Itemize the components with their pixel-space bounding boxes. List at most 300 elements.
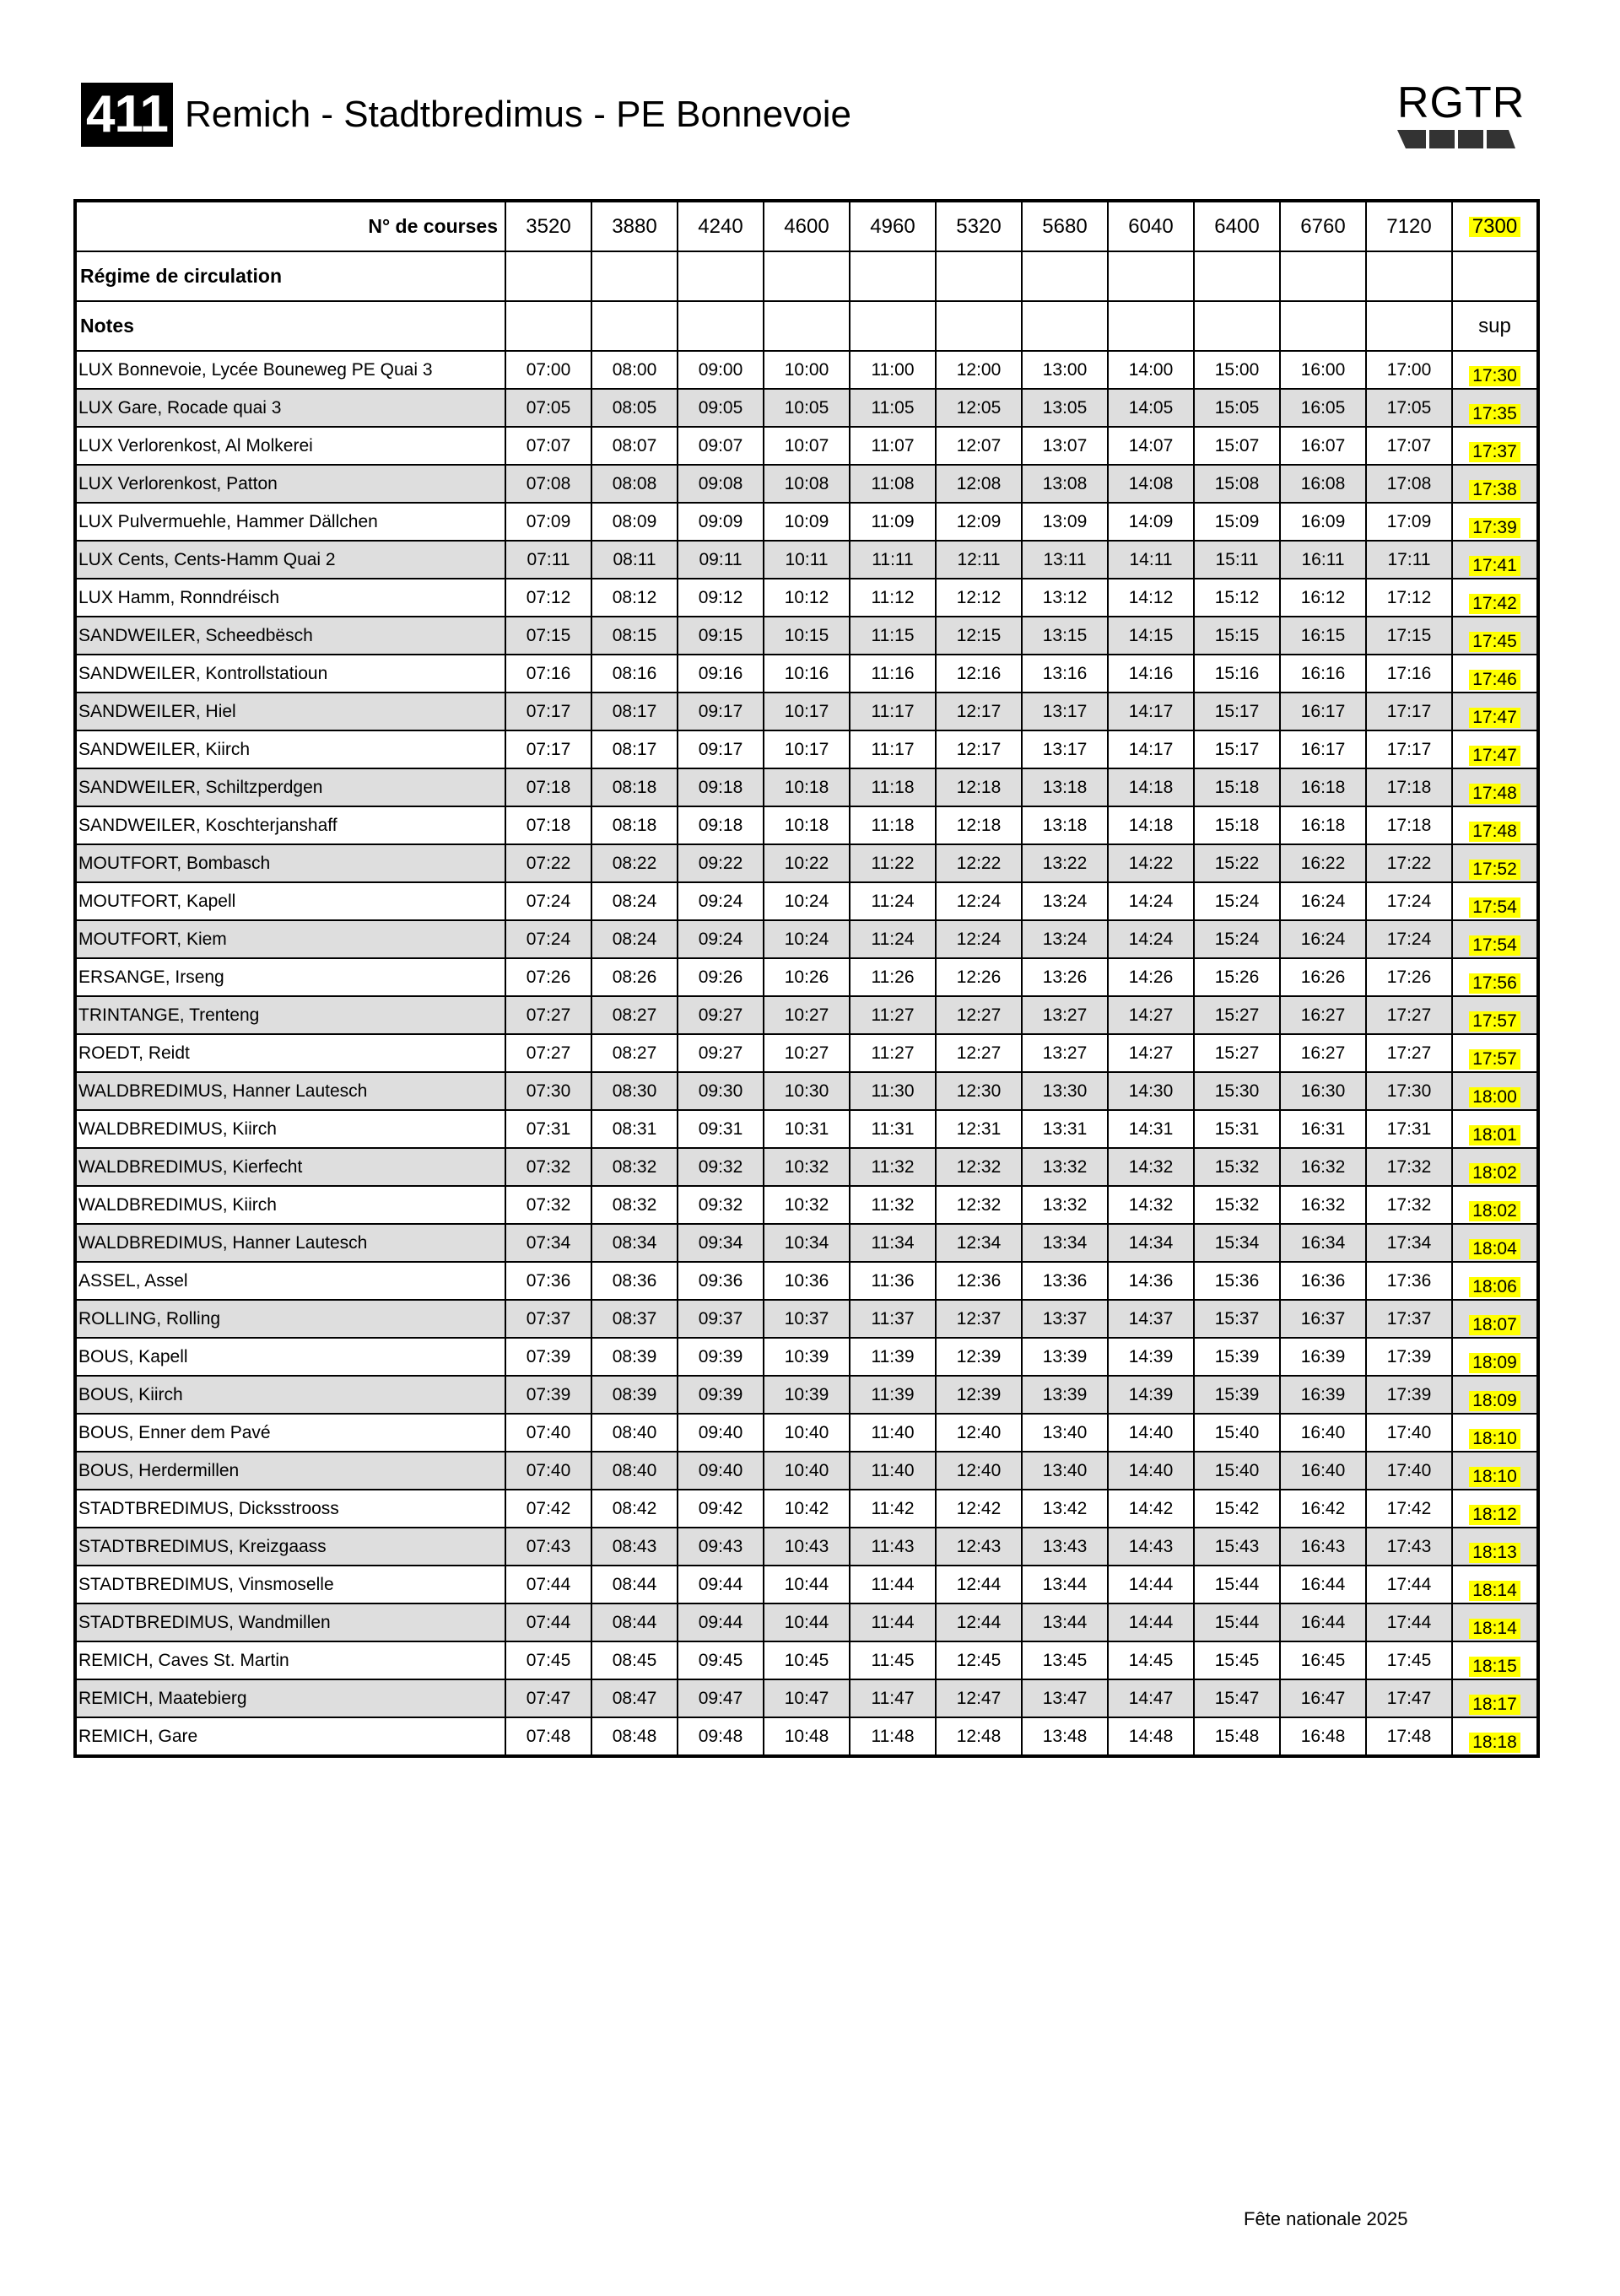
departure-time-cell: 11:32 <box>850 1148 936 1186</box>
note-cell: sup <box>1452 301 1538 351</box>
departure-time-cell: 12:18 <box>936 806 1022 844</box>
departure-time-cell: 07:15 <box>505 617 591 655</box>
departure-time-cell: 13:12 <box>1022 579 1108 617</box>
departure-time-cell: 16:36 <box>1280 1262 1366 1300</box>
departure-time-cell: 15:24 <box>1194 920 1280 958</box>
highlighted-departure-time: 17:45 <box>1469 632 1520 652</box>
departure-time-cell: 14:22 <box>1108 844 1194 882</box>
departure-time-cell: 13:48 <box>1022 1717 1108 1756</box>
stop-row <box>75 844 1538 882</box>
departure-time-cell: 08:31 <box>591 1110 678 1148</box>
departure-time-cell: 08:44 <box>591 1603 678 1641</box>
highlighted-departure-time: 18:12 <box>1469 1505 1520 1525</box>
departure-time-cell: 14:11 <box>1108 541 1194 579</box>
stop-name: LUX Hamm, Ronndréisch <box>75 579 505 617</box>
departure-time-cell: 09:17 <box>678 693 764 730</box>
regime-row <box>75 251 1538 301</box>
departure-time-cell: 12:31 <box>936 1110 1022 1148</box>
departure-time-cell: 11:39 <box>850 1376 936 1414</box>
departure-time-cell <box>1452 1641 1538 1679</box>
departure-time-cell: 17:37 <box>1366 1300 1452 1338</box>
departure-time-cell: 10:32 <box>764 1186 850 1224</box>
departure-time-cell: 12:09 <box>936 503 1022 541</box>
course-number-cell: 6760 <box>1280 201 1366 251</box>
departure-time-cell: 14:48 <box>1108 1717 1194 1756</box>
departure-time-cell <box>1452 389 1538 427</box>
departure-time-cell <box>1452 1528 1538 1566</box>
departure-time-cell: 08:43 <box>591 1528 678 1566</box>
departure-time-cell: 10:12 <box>764 579 850 617</box>
departure-time-cell: 16:00 <box>1280 351 1366 389</box>
departure-time-cell: 17:07 <box>1366 427 1452 465</box>
departure-time-cell: 14:24 <box>1108 920 1194 958</box>
departure-time-cell: 13:45 <box>1022 1641 1108 1679</box>
departure-time-cell: 09:39 <box>678 1338 764 1376</box>
departure-time-cell: 09:31 <box>678 1110 764 1148</box>
departure-time-cell: 08:18 <box>591 768 678 806</box>
stop-name: WALDBREDIMUS, Kierfecht <box>75 1148 505 1186</box>
departure-time-cell: 17:48 <box>1366 1717 1452 1756</box>
departure-time-cell: 14:36 <box>1108 1262 1194 1300</box>
highlighted-departure-time: 18:14 <box>1469 1581 1520 1601</box>
departure-time-cell: 13:18 <box>1022 768 1108 806</box>
departure-time-cell <box>1452 1717 1538 1756</box>
departure-time-cell: 16:15 <box>1280 617 1366 655</box>
departure-time-cell <box>1452 768 1538 806</box>
departure-time-cell: 10:31 <box>764 1110 850 1148</box>
departure-time-cell: 08:48 <box>591 1717 678 1756</box>
departure-time-cell <box>1452 1034 1538 1072</box>
departure-time-cell: 15:37 <box>1194 1300 1280 1338</box>
departure-time-cell: 14:44 <box>1108 1566 1194 1603</box>
departure-time-cell: 07:40 <box>505 1452 591 1490</box>
departure-time-cell <box>1452 693 1538 730</box>
stop-name: BOUS, Enner dem Pavé <box>75 1414 505 1452</box>
course-number-cell: 5320 <box>936 201 1022 251</box>
departure-time-cell: 11:16 <box>850 655 936 693</box>
departure-time-cell: 09:24 <box>678 920 764 958</box>
departure-time-cell: 16:44 <box>1280 1566 1366 1603</box>
departure-time-cell: 17:15 <box>1366 617 1452 655</box>
departure-time-cell: 12:24 <box>936 920 1022 958</box>
departure-time-cell: 08:08 <box>591 465 678 503</box>
highlighted-departure-time: 18:14 <box>1469 1619 1520 1639</box>
stop-row <box>75 1338 1538 1376</box>
departure-time-cell: 12:34 <box>936 1224 1022 1262</box>
departure-time-cell: 12:05 <box>936 389 1022 427</box>
departure-time-cell: 17:36 <box>1366 1262 1452 1300</box>
departure-time-cell: 15:32 <box>1194 1148 1280 1186</box>
departure-time-cell: 17:05 <box>1366 389 1452 427</box>
departure-time-cell: 14:12 <box>1108 579 1194 617</box>
departure-time-cell: 07:22 <box>505 844 591 882</box>
highlighted-departure-time: 17:48 <box>1469 784 1520 804</box>
departure-time-cell: 16:27 <box>1280 996 1366 1034</box>
departure-time-cell: 12:37 <box>936 1300 1022 1338</box>
departure-time-cell: 14:30 <box>1108 1072 1194 1110</box>
departure-time-cell: 12:08 <box>936 465 1022 503</box>
departure-time-cell: 16:44 <box>1280 1603 1366 1641</box>
departure-time-cell <box>1452 1186 1538 1224</box>
departure-time-cell: 10:22 <box>764 844 850 882</box>
departure-time-cell: 16:32 <box>1280 1186 1366 1224</box>
departure-time-cell: 12:12 <box>936 579 1022 617</box>
highlighted-departure-time: 18:09 <box>1469 1353 1520 1373</box>
departure-time-cell: 10:36 <box>764 1262 850 1300</box>
stop-row <box>75 1376 1538 1414</box>
stop-name: SANDWEILER, Schiltzperdgen <box>75 768 505 806</box>
stop-row <box>75 1148 1538 1186</box>
regime-cell <box>678 251 764 301</box>
departure-time-cell: 14:45 <box>1108 1641 1194 1679</box>
departure-time-cell: 12:32 <box>936 1148 1022 1186</box>
departure-time-cell: 13:15 <box>1022 617 1108 655</box>
highlighted-departure-time: 17:57 <box>1469 1011 1520 1032</box>
departure-time-cell: 12:44 <box>936 1566 1022 1603</box>
departure-time-cell: 15:16 <box>1194 655 1280 693</box>
stop-row <box>75 768 1538 806</box>
departure-time-cell: 08:26 <box>591 958 678 996</box>
departure-time-cell: 15:17 <box>1194 693 1280 730</box>
departure-time-cell <box>1452 844 1538 882</box>
departure-time-cell: 15:27 <box>1194 1034 1280 1072</box>
departure-time-cell: 14:00 <box>1108 351 1194 389</box>
highlighted-departure-time: 17:47 <box>1469 746 1520 766</box>
logo-bar-icon <box>1397 130 1515 148</box>
departure-time-cell: 13:32 <box>1022 1148 1108 1186</box>
departure-time-cell: 16:09 <box>1280 503 1366 541</box>
departure-time-cell: 13:27 <box>1022 1034 1108 1072</box>
departure-time-cell <box>1452 996 1538 1034</box>
stop-name: LUX Cents, Cents-Hamm Quai 2 <box>75 541 505 579</box>
departure-time-cell: 07:17 <box>505 730 591 768</box>
departure-time-cell: 10:24 <box>764 882 850 920</box>
departure-time-cell: 12:45 <box>936 1641 1022 1679</box>
departure-time-cell: 14:27 <box>1108 1034 1194 1072</box>
stop-row <box>75 1566 1538 1603</box>
departure-time-cell: 12:22 <box>936 844 1022 882</box>
departure-time-cell: 08:40 <box>591 1452 678 1490</box>
departure-time-cell: 16:27 <box>1280 1034 1366 1072</box>
departure-time-cell: 08:34 <box>591 1224 678 1262</box>
departure-time-cell: 07:18 <box>505 768 591 806</box>
course-number-cell: 4240 <box>678 201 764 251</box>
departure-time-cell: 13:24 <box>1022 882 1108 920</box>
departure-time-cell: 14:32 <box>1108 1148 1194 1186</box>
departure-time-cell: 13:05 <box>1022 389 1108 427</box>
stop-row <box>75 996 1538 1034</box>
departure-time-cell: 11:26 <box>850 958 936 996</box>
regime-cell <box>591 251 678 301</box>
highlighted-departure-time: 17:46 <box>1469 670 1520 690</box>
departure-time-cell: 11:24 <box>850 920 936 958</box>
departure-time-cell: 16:07 <box>1280 427 1366 465</box>
departure-time-cell: 13:31 <box>1022 1110 1108 1148</box>
departure-time-cell: 10:37 <box>764 1300 850 1338</box>
departure-time-cell: 10:40 <box>764 1414 850 1452</box>
departure-time-cell: 12:27 <box>936 1034 1022 1072</box>
departure-time-cell: 11:36 <box>850 1262 936 1300</box>
stop-row <box>75 882 1538 920</box>
course-number-cell <box>1452 201 1538 251</box>
departure-time-cell: 08:24 <box>591 920 678 958</box>
departure-time-cell: 11:00 <box>850 351 936 389</box>
departure-time-cell: 07:31 <box>505 1110 591 1148</box>
departure-time-cell: 07:24 <box>505 920 591 958</box>
departure-time-cell: 16:47 <box>1280 1679 1366 1717</box>
departure-time-cell: 14:37 <box>1108 1300 1194 1338</box>
departure-time-cell: 09:39 <box>678 1376 764 1414</box>
departure-time-cell: 09:48 <box>678 1717 764 1756</box>
stop-row <box>75 1717 1538 1756</box>
departure-time-cell: 11:47 <box>850 1679 936 1717</box>
departure-time-cell: 12:36 <box>936 1262 1022 1300</box>
highlighted-departure-time: 17:30 <box>1469 366 1520 386</box>
departure-time-cell: 11:40 <box>850 1452 936 1490</box>
departure-time-cell <box>1452 503 1538 541</box>
departure-time-cell: 10:45 <box>764 1641 850 1679</box>
departure-time-cell: 09:44 <box>678 1603 764 1641</box>
highlighted-departure-time: 18:02 <box>1469 1201 1520 1221</box>
departure-time-cell: 17:32 <box>1366 1148 1452 1186</box>
highlighted-departure-time: 18:02 <box>1469 1163 1520 1183</box>
stop-row <box>75 351 1538 389</box>
departure-time-cell: 13:09 <box>1022 503 1108 541</box>
departure-time-cell: 13:07 <box>1022 427 1108 465</box>
departure-time-cell: 15:26 <box>1194 958 1280 996</box>
page-header <box>81 81 851 148</box>
departure-time-cell: 13:11 <box>1022 541 1108 579</box>
stop-row <box>75 1224 1538 1262</box>
regime-cell <box>1194 251 1280 301</box>
departure-time-cell: 11:43 <box>850 1528 936 1566</box>
departure-time-cell: 13:17 <box>1022 693 1108 730</box>
departure-time-cell: 16:22 <box>1280 844 1366 882</box>
departure-time-cell: 15:40 <box>1194 1414 1280 1452</box>
departure-time-cell: 10:47 <box>764 1679 850 1717</box>
departure-time-cell: 07:34 <box>505 1224 591 1262</box>
departure-time-cell: 10:32 <box>764 1148 850 1186</box>
departure-time-cell: 10:11 <box>764 541 850 579</box>
stop-row <box>75 1414 1538 1452</box>
departure-time-cell: 14:34 <box>1108 1224 1194 1262</box>
departure-time-cell: 15:31 <box>1194 1110 1280 1148</box>
departure-time-cell: 07:37 <box>505 1300 591 1338</box>
regime-cell <box>1366 251 1452 301</box>
departure-time-cell: 09:40 <box>678 1452 764 1490</box>
departure-time-cell: 07:47 <box>505 1679 591 1717</box>
departure-time-cell: 15:39 <box>1194 1376 1280 1414</box>
departure-time-cell: 17:17 <box>1366 730 1452 768</box>
departure-time-cell: 07:44 <box>505 1603 591 1641</box>
stop-name: WALDBREDIMUS, Hanner Lautesch <box>75 1224 505 1262</box>
departure-time-cell: 10:39 <box>764 1338 850 1376</box>
departure-time-cell: 14:26 <box>1108 958 1194 996</box>
departure-time-cell: 15:45 <box>1194 1641 1280 1679</box>
footer-note: Fête nationale 2025 <box>1244 2208 1408 2229</box>
departure-time-cell: 07:42 <box>505 1490 591 1528</box>
departure-time-cell: 11:45 <box>850 1641 936 1679</box>
notes-label: Notes <box>75 301 505 351</box>
stop-name: MOUTFORT, Bombasch <box>75 844 505 882</box>
departure-time-cell: 08:27 <box>591 996 678 1034</box>
notes-row <box>75 301 1538 351</box>
departure-time-cell: 14:05 <box>1108 389 1194 427</box>
departure-time-cell: 12:43 <box>936 1528 1022 1566</box>
page-title: Remich - Stadtbredimus - PE Bonnevoie <box>185 94 851 135</box>
departure-time-cell: 10:27 <box>764 996 850 1034</box>
departure-time-cell: 10:18 <box>764 806 850 844</box>
departure-time-cell: 09:27 <box>678 996 764 1034</box>
departure-time-cell: 13:40 <box>1022 1414 1108 1452</box>
departure-time-cell: 15:30 <box>1194 1072 1280 1110</box>
departure-time-cell: 17:22 <box>1366 844 1452 882</box>
departure-time-cell: 07:17 <box>505 693 591 730</box>
departure-time-cell: 14:17 <box>1108 693 1194 730</box>
departure-time-cell: 12:48 <box>936 1717 1022 1756</box>
departure-time-cell: 10:18 <box>764 768 850 806</box>
highlighted-departure-time: 18:15 <box>1469 1657 1520 1677</box>
departure-time-cell <box>1452 351 1538 389</box>
departure-time-cell: 16:40 <box>1280 1452 1366 1490</box>
departure-time-cell: 12:30 <box>936 1072 1022 1110</box>
departure-time-cell: 12:07 <box>936 427 1022 465</box>
departure-time-cell: 11:34 <box>850 1224 936 1262</box>
departure-time-cell: 17:00 <box>1366 351 1452 389</box>
highlighted-departure-time: 17:48 <box>1469 822 1520 842</box>
stop-row <box>75 730 1538 768</box>
stop-row <box>75 1490 1538 1528</box>
stop-name: STADTBREDIMUS, Wandmillen <box>75 1603 505 1641</box>
departure-time-cell: 09:22 <box>678 844 764 882</box>
departure-time-cell: 14:15 <box>1108 617 1194 655</box>
departure-time-cell <box>1452 1603 1538 1641</box>
note-cell <box>764 301 850 351</box>
departure-time-cell: 10:34 <box>764 1224 850 1262</box>
departure-time-cell: 15:42 <box>1194 1490 1280 1528</box>
departure-time-cell: 11:22 <box>850 844 936 882</box>
highlighted-departure-time: 17:39 <box>1469 518 1520 538</box>
departure-time-cell <box>1452 1338 1538 1376</box>
stop-name: MOUTFORT, Kiem <box>75 920 505 958</box>
departure-time-cell: 12:17 <box>936 693 1022 730</box>
departure-time-cell: 16:45 <box>1280 1641 1366 1679</box>
departure-time-cell: 14:24 <box>1108 882 1194 920</box>
departure-time-cell: 09:12 <box>678 579 764 617</box>
departure-time-cell: 15:15 <box>1194 617 1280 655</box>
departure-time-cell: 15:05 <box>1194 389 1280 427</box>
departure-time-cell: 16:30 <box>1280 1072 1366 1110</box>
departure-time-cell: 13:37 <box>1022 1300 1108 1338</box>
stop-row <box>75 503 1538 541</box>
departure-time-cell: 07:05 <box>505 389 591 427</box>
stop-name: BOUS, Kiirch <box>75 1376 505 1414</box>
departure-time-cell: 08:16 <box>591 655 678 693</box>
stop-row <box>75 427 1538 465</box>
departure-time-cell: 16:40 <box>1280 1414 1366 1452</box>
departure-time-cell: 12:47 <box>936 1679 1022 1717</box>
departure-time-cell: 15:34 <box>1194 1224 1280 1262</box>
highlighted-departure-time: 18:10 <box>1469 1467 1520 1487</box>
stop-name: SANDWEILER, Kontrollstatioun <box>75 655 505 693</box>
stop-name: STADTBREDIMUS, Kreizgaass <box>75 1528 505 1566</box>
departure-time-cell: 13:40 <box>1022 1452 1108 1490</box>
departure-time-cell: 17:27 <box>1366 1034 1452 1072</box>
departure-time-cell: 16:18 <box>1280 768 1366 806</box>
departure-time-cell: 10:39 <box>764 1376 850 1414</box>
departure-time-cell: 07:40 <box>505 1414 591 1452</box>
departure-time-cell: 12:39 <box>936 1338 1022 1376</box>
departure-time-cell: 08:32 <box>591 1186 678 1224</box>
departure-time-cell: 08:07 <box>591 427 678 465</box>
note-cell <box>591 301 678 351</box>
stop-row <box>75 465 1538 503</box>
stop-row <box>75 1603 1538 1641</box>
departure-time-cell: 09:07 <box>678 427 764 465</box>
departure-time-cell: 16:34 <box>1280 1224 1366 1262</box>
departure-time-cell: 07:36 <box>505 1262 591 1300</box>
departure-time-cell: 09:47 <box>678 1679 764 1717</box>
departure-time-cell: 10:40 <box>764 1452 850 1490</box>
departure-time-cell: 17:39 <box>1366 1338 1452 1376</box>
departure-time-cell: 16:42 <box>1280 1490 1366 1528</box>
departure-time-cell: 08:30 <box>591 1072 678 1110</box>
departure-time-cell: 10:44 <box>764 1603 850 1641</box>
stop-name: LUX Verlorenkost, Patton <box>75 465 505 503</box>
departure-time-cell: 07:07 <box>505 427 591 465</box>
departure-time-cell: 07:08 <box>505 465 591 503</box>
highlighted-departure-time: 18:06 <box>1469 1277 1520 1297</box>
departure-time-cell: 13:47 <box>1022 1679 1108 1717</box>
departure-time-cell: 15:17 <box>1194 730 1280 768</box>
departure-time-cell: 12:18 <box>936 768 1022 806</box>
departure-time-cell: 15:48 <box>1194 1717 1280 1756</box>
departure-time-cell: 15:47 <box>1194 1679 1280 1717</box>
stop-row <box>75 1186 1538 1224</box>
departure-time-cell: 17:11 <box>1366 541 1452 579</box>
departure-time-cell: 14:07 <box>1108 427 1194 465</box>
departure-time-cell: 10:09 <box>764 503 850 541</box>
departure-time-cell: 16:37 <box>1280 1300 1366 1338</box>
departure-time-cell: 07:12 <box>505 579 591 617</box>
departure-time-cell: 09:16 <box>678 655 764 693</box>
departure-time-cell: 17:09 <box>1366 503 1452 541</box>
departure-time-cell: 17:42 <box>1366 1490 1452 1528</box>
departure-time-cell: 13:22 <box>1022 844 1108 882</box>
departure-time-cell: 07:32 <box>505 1148 591 1186</box>
note-cell <box>1280 301 1366 351</box>
departure-time-cell: 08:27 <box>591 1034 678 1072</box>
departure-time-cell: 09:30 <box>678 1072 764 1110</box>
departure-time-cell: 12:15 <box>936 617 1022 655</box>
departure-time-cell: 09:24 <box>678 882 764 920</box>
regime-cell <box>1452 251 1538 301</box>
departure-time-cell: 11:27 <box>850 996 936 1034</box>
departure-time-cell: 15:39 <box>1194 1338 1280 1376</box>
departure-time-cell: 17:31 <box>1366 1110 1452 1148</box>
departure-time-cell: 15:00 <box>1194 351 1280 389</box>
stop-name: BOUS, Kapell <box>75 1338 505 1376</box>
departure-time-cell: 17:44 <box>1366 1603 1452 1641</box>
departure-time-cell: 08:22 <box>591 844 678 882</box>
stop-row <box>75 806 1538 844</box>
departure-time-cell: 17:32 <box>1366 1186 1452 1224</box>
note-cell <box>1108 301 1194 351</box>
stop-row <box>75 617 1538 655</box>
departure-time-cell: 14:08 <box>1108 465 1194 503</box>
departure-time-cell: 07:32 <box>505 1186 591 1224</box>
stop-row <box>75 1072 1538 1110</box>
